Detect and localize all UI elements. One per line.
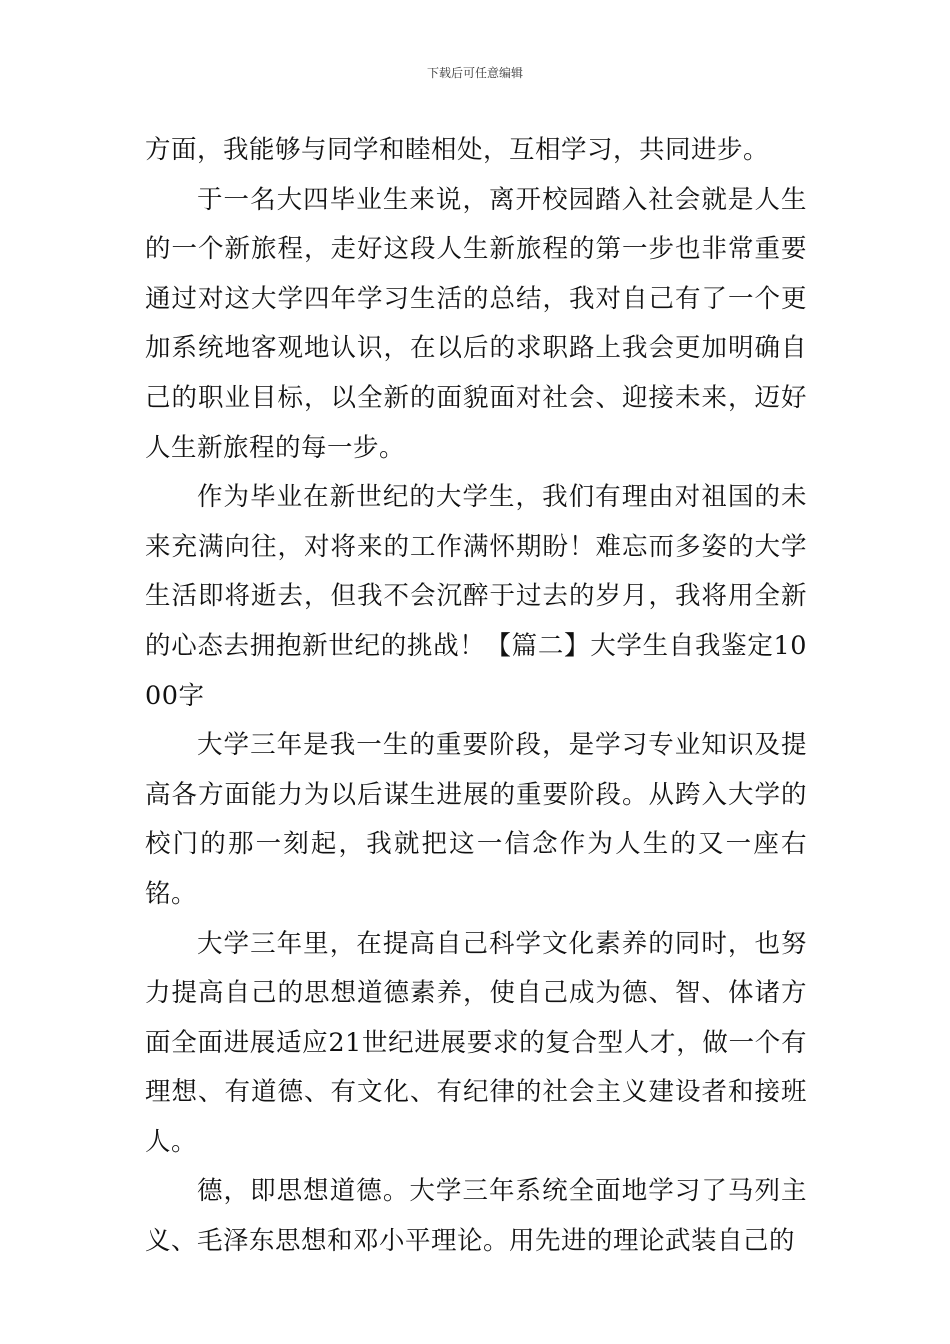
paragraph-6: 德，即思想道德。大学三年系统全面地学习了马列主义、毛泽东思想和邓小平理论。用先进的理论武装自己的: [145, 1176, 807, 1257]
page-header: 下载后可任意编辑: [426, 66, 523, 80]
paragraph-2: 于一名大四毕业生来说，离开校园踏入社会就是人生的一个新旅程，走好这段人生新旅程的第一步也非常重要通过对这大学四年学习生活的总结，我对自己有了一个更加系统地客观地认识，在以后的求职路上我会更加明确自己的职业目标，以全新的面貌面对社会、迎接未来，迈好人生新旅程的每一步。: [145, 184, 807, 463]
document-body: [145, 126, 807, 1267]
paragraph-4: 大学三年是我一生的重要阶段，是学习专业知识及提高各方面能力为以后谋生进展的重要阶段。从跨入大学的校门的那一刻起，我就把这一信念作为人生的又一座右铭。: [145, 730, 807, 909]
paragraph-5: 大学三年里，在提高自己科学文化素养的同时，也努力提高自己的思想道德素养，使自己成为德、智、体诸方面全面进展适应21世纪进展要求的复合型人才，做一个有理想、有道德、有文化、有纪律的社会主义建设者和接班人。: [145, 928, 807, 1157]
paragraph-1: 方面，我能够与同学和睦相处，互相学习，共同进步。: [145, 135, 770, 165]
paragraph-3: 作为毕业在新世纪的大学生，我们有理由对祖国的未来充满向往，对将来的工作满怀期盼！难忘而多姿的大学生活即将逝去，但我不会沉醉于过去的岁月，我将用全新的心态去拥抱新世纪的挑战！【篇二】大学生自我鉴定1000字: [145, 482, 807, 711]
